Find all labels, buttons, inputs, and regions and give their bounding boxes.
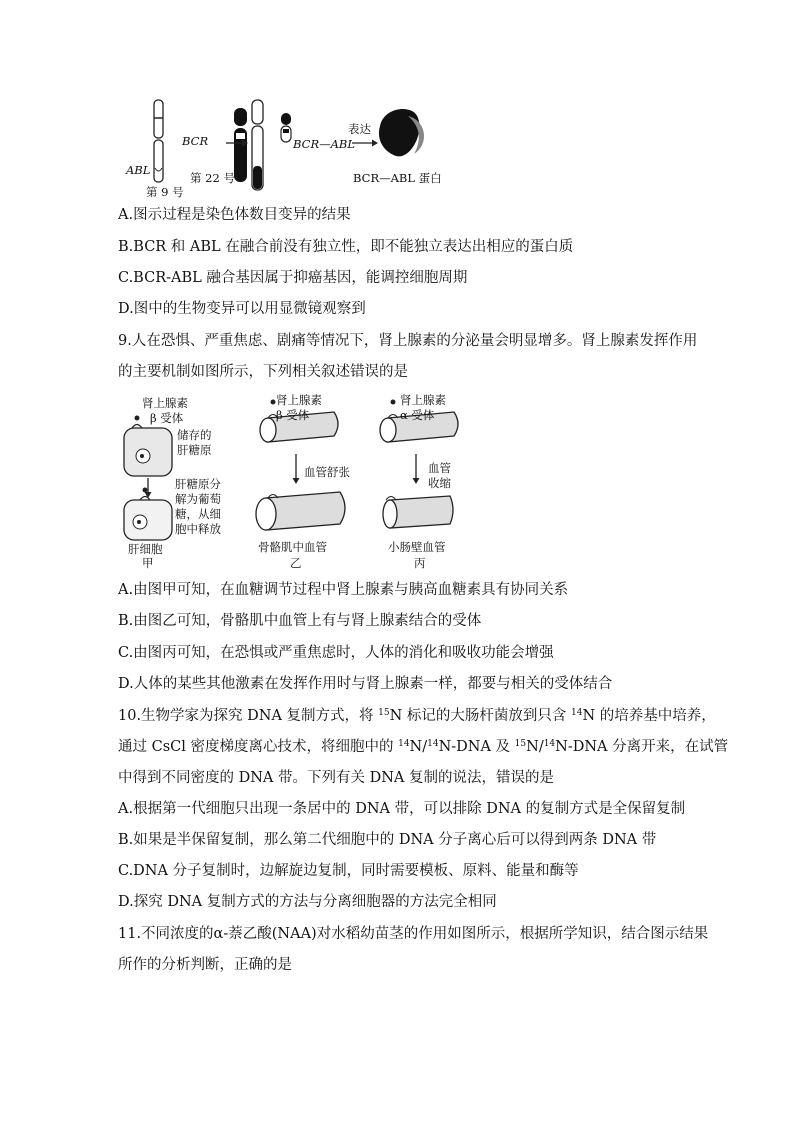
q10-l2-c: N-DNA 及 xyxy=(438,739,515,755)
chromosome-9-label: 第 9 号 xyxy=(146,185,184,199)
jia-receptor-label: β 受体 xyxy=(150,411,184,425)
q10-l2-sup1: 14 xyxy=(398,739,410,749)
bing-vessel-label: 小肠壁血管 xyxy=(388,540,446,554)
yi-effect-label: 血管舒张 xyxy=(304,465,350,479)
protein-blob-icon xyxy=(379,109,424,156)
chromosome-22-label: 第 22 号 xyxy=(190,171,235,185)
q9-stem-line-1: 9.人在恐惧、严重焦虑、剧痛等情况下，肾上腺素的分泌量会明显增多。肾上腺素发挥作用 xyxy=(118,333,698,349)
q10-l2-b: N/ xyxy=(409,739,428,755)
q10-stem-line-3: 中得到不同密度的 DNA 带。下列有关 DNA 复制的说法，错误的是 xyxy=(118,770,555,786)
q8-option-c: C.BCR-ABL 融合基因属于抑癌基因，能调控细胞周期 xyxy=(118,270,468,286)
bing-effect-label-2: 收缩 xyxy=(428,476,451,490)
q9-option-a: A.由图甲可知，在血糖调节过程中肾上腺素与胰高血糖素具有协同关系 xyxy=(118,582,569,598)
q9-option-d: D.人体的某些其他激素在发挥作用时与肾上腺素一样，都要与相关的受体结合 xyxy=(118,676,613,692)
q10-l2-sup3: 15 xyxy=(514,739,527,749)
q11-stem-line-1: 11.不同浓度的α-萘乙酸(NAA)对水稻幼苗茎的作用如图所示，根据所学知识，结合图示结果 xyxy=(118,926,709,942)
yi-hormone-label: 肾上腺素 xyxy=(276,393,322,407)
jia-release-label-3: 糖，从细 xyxy=(175,507,221,521)
jia-release-label-2: 解为葡萄 xyxy=(175,492,221,506)
q10-stem-line-1 xyxy=(118,706,716,726)
arrow-down-icon xyxy=(413,454,420,484)
jia-cell-label: 肝细胞 xyxy=(128,542,163,556)
jia-stored-label-2: 肝糖原 xyxy=(177,443,212,457)
jia-stored-label-1: 储存的 xyxy=(177,428,212,442)
bing-panel-label: 丙 xyxy=(414,556,426,570)
q10-l2-e: N-DNA 分离开来，在试管 xyxy=(555,739,729,755)
express-label: 表达 xyxy=(348,122,371,136)
q8-option-a: A.图示过程是染色体数目变异的结果 xyxy=(118,207,351,223)
q10-l2-sup4: 14 xyxy=(543,739,556,749)
bcr-abl-protein-label: BCR—ABL 蛋白 xyxy=(353,171,442,185)
arrow-right-icon xyxy=(352,140,378,147)
abl-gene-label: ABL xyxy=(126,163,151,177)
q10-l1-a: 10.生物学家为探究 DNA 复制方式，将 xyxy=(118,708,379,724)
bcr-abl-gene-label: BCR—ABL xyxy=(293,137,356,151)
q10-option-c: C.DNA 分子复制时，边解旋边复制，同时需要模板、原料、能量和酶等 xyxy=(118,863,579,879)
q10-l1-c: N 的培养基中培养， xyxy=(582,708,716,724)
bing-receptor-label: α 受体 xyxy=(400,408,435,422)
jia-release-label-1: 肝糖原分 xyxy=(175,477,221,491)
yi-vessel-label: 骨骼肌中血管 xyxy=(258,540,327,554)
q11-stem-line-2: 所作的分析判断，正确的是 xyxy=(118,957,292,973)
q10-l1-sup2: 14 xyxy=(571,708,583,718)
q10-option-d: D.探究 DNA 复制方式的方法与分离细胞器的方法完全相同 xyxy=(118,894,497,910)
bing-effect-label-1: 血管 xyxy=(428,461,451,475)
jia-release-label-4: 胞中释放 xyxy=(175,522,221,536)
yi-receptor-label: β 受体 xyxy=(276,408,310,422)
yi-panel-label: 乙 xyxy=(290,556,302,570)
philadelphia-chromosome xyxy=(281,113,291,142)
q10-stem-line-2 xyxy=(118,737,728,757)
q8-option-b: B.BCR 和 ABL 在融合前没有独立性，即不能独立表达出相应的蛋白质 xyxy=(118,239,574,255)
arrow-right-icon xyxy=(226,140,248,147)
arrow-down-icon xyxy=(293,454,300,484)
q10-l2-sup2: 14 xyxy=(427,739,439,749)
fusion-chromosome-9 xyxy=(252,100,263,190)
jia-hormone-label: 肾上腺素 xyxy=(142,396,188,410)
q10-l2-d: N/ xyxy=(526,739,544,755)
q10-l2-a: 通过 CsCl 密度梯度离心技术，将细胞中的 xyxy=(118,739,399,755)
q10-l1-sup1: 15 xyxy=(378,708,390,718)
vessel-yi-bottom xyxy=(256,492,345,530)
vessel-bing-bottom xyxy=(383,496,453,528)
q8-option-d: D.图中的生物变异可以用显微镜观察到 xyxy=(118,301,366,317)
q10-option-b: B.如果是半保留复制，那么第二代细胞中的 DNA 分子离心后可以得到两条 DNA 带 xyxy=(118,832,657,848)
bcr-gene-label: BCR xyxy=(182,134,209,148)
q9-option-c: C.由图丙可知，在恐惧或严重焦虑时，人体的消化和吸收功能会增强 xyxy=(118,645,554,661)
q10-option-a: A.根据第一代细胞只出现一条居中的 DNA 带，可以排除 DNA 的复制方式是全保留复制 xyxy=(118,801,686,817)
q10-l1-b: N 标记的大肠杆菌放到只含 xyxy=(389,708,572,724)
jia-panel-label: 甲 xyxy=(142,556,154,570)
bing-hormone-label: 肾上腺素 xyxy=(400,393,446,407)
q9-option-b: B.由图乙可知，骨骼肌中血管上有与肾上腺素结合的受体 xyxy=(118,613,482,629)
q9-stem-line-2: 的主要机制如图所示，下列相关叙述错误的是 xyxy=(118,364,408,380)
